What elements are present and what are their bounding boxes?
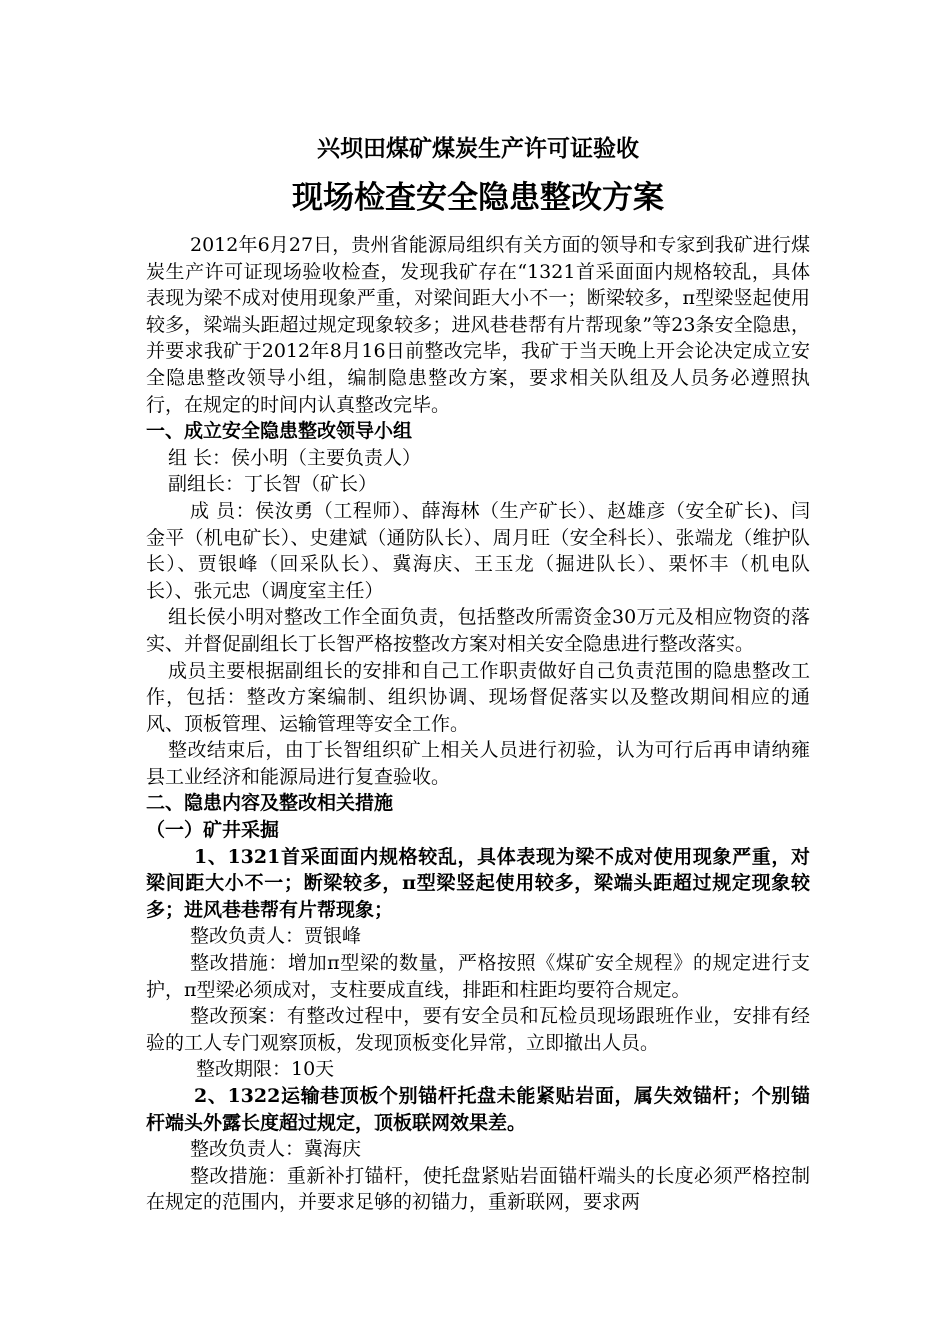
item1-title: 1、1321首采面面内规格较乱，具体表现为梁不成对使用现象严重，对梁间距大小不一；断梁较多，π型梁竖起使用较多，梁端头距超过规定现象较多；进风巷巷帮有片帮现象； [146,845,810,921]
document-title-line1: 兴坝田煤矿煤炭生产许可证验收 [317,135,639,162]
document-page [146,132,810,1216]
members-paragraph: 成 员：侯汝勇（工程师）、薛海林（生产矿长）、赵雄彦（安全矿长)、闫金平（机电矿长）、史建斌（通防队长）、周月旺（安全科长）、张端龙（维护队长）、贾银峰（回采队长）、冀海庆、王玉龙（掘进队长）、栗怀丰（机电队长）、张元忠（调度室主任） [146,499,810,602]
member-duty-paragraph: 成员主要根据副组长的安排和自己工作职责做好自己负责范围的隐患整改工作，包括：整改方案编制、组织协调、现场督促落实以及整改期间相应的通风、顶板管理、运输管理等安全工作。 [146,659,810,735]
section1-heading: 一、成立安全隐患整改领导小组 [146,420,413,443]
item2-owner: 整改负责人：冀海庆 [190,1138,362,1161]
item1-owner: 整改负责人：贾银峰 [190,925,362,948]
item2-measure: 整改措施：重新补打锚杆，使托盘紧贴岩面锚杆端头的长度必须严格控制在规定的范围内，并要求足够的初锚力，重新联网，要求两 [146,1164,810,1214]
acceptance-paragraph: 整改结束后，由丁长智组织矿上相关人员进行初验，认为可行后再申请纳雍县工业经济和能源局进行复查验收。 [146,739,810,788]
item1-deadline: 整改期限：10天 [196,1058,335,1081]
item2-title: 2、1322运输巷顶板个别锚杆托盘未能紧贴岩面，属失效锚杆；个别锚杆端头外露长度超过规定，顶板联网效果差。 [146,1085,810,1134]
subsection1-heading: （一）矿井采掘 [146,819,280,842]
intro-paragraph: 2012年6月27日，贵州省能源局组织有关方面的领导和专家到我矿进行煤炭生产许可证现场验收检查，发现我矿存在“1321首采面面内规格较乱，具体表现为梁不成对使用现象严重，对梁间距大小不一；断梁较多，π型梁竖起使用较多，梁端头距超过规定现象较多；进风巷巷帮有片帮现象”等23条安全隐患，并要求我矿于2012年8月16日前整改完毕，我矿于当天晚上开会论决定成立安全隐患整改领导小组，编制隐患整改方案，要求相关队组及人员务必遵照执行，在规定的时间内认真整改完毕。 [146,234,810,416]
document-title-line2: 现场检查安全隐患整改方案 [292,180,664,216]
leader-line: 组 长：侯小明（主要负责人） [168,446,422,469]
item1-measure: 整改措施：增加π型梁的数量，严格按照《煤矿安全规程》的规定进行支护，π型梁必须成对，支柱要成直线，排距和柱距均要符合规定。 [146,952,810,1001]
deputy-line: 副组长：丁长智（矿长） [168,473,378,496]
item1-plan: 整改预案：有整改过程中，要有安全员和瓦检员现场跟班作业，安排有经验的工人专门观察顶板，发现顶板变化异常，立即撤出人员。 [146,1005,810,1054]
leader-duty-paragraph: 组长侯小明对整改工作全面负责，包括整改所需资金30万元及相应物资的落实、并督促副组长丁长智严格按整改方案对相关安全隐患进行整改落实。 [146,606,810,655]
section2-heading: 二、隐患内容及整改相关措施 [146,792,394,815]
